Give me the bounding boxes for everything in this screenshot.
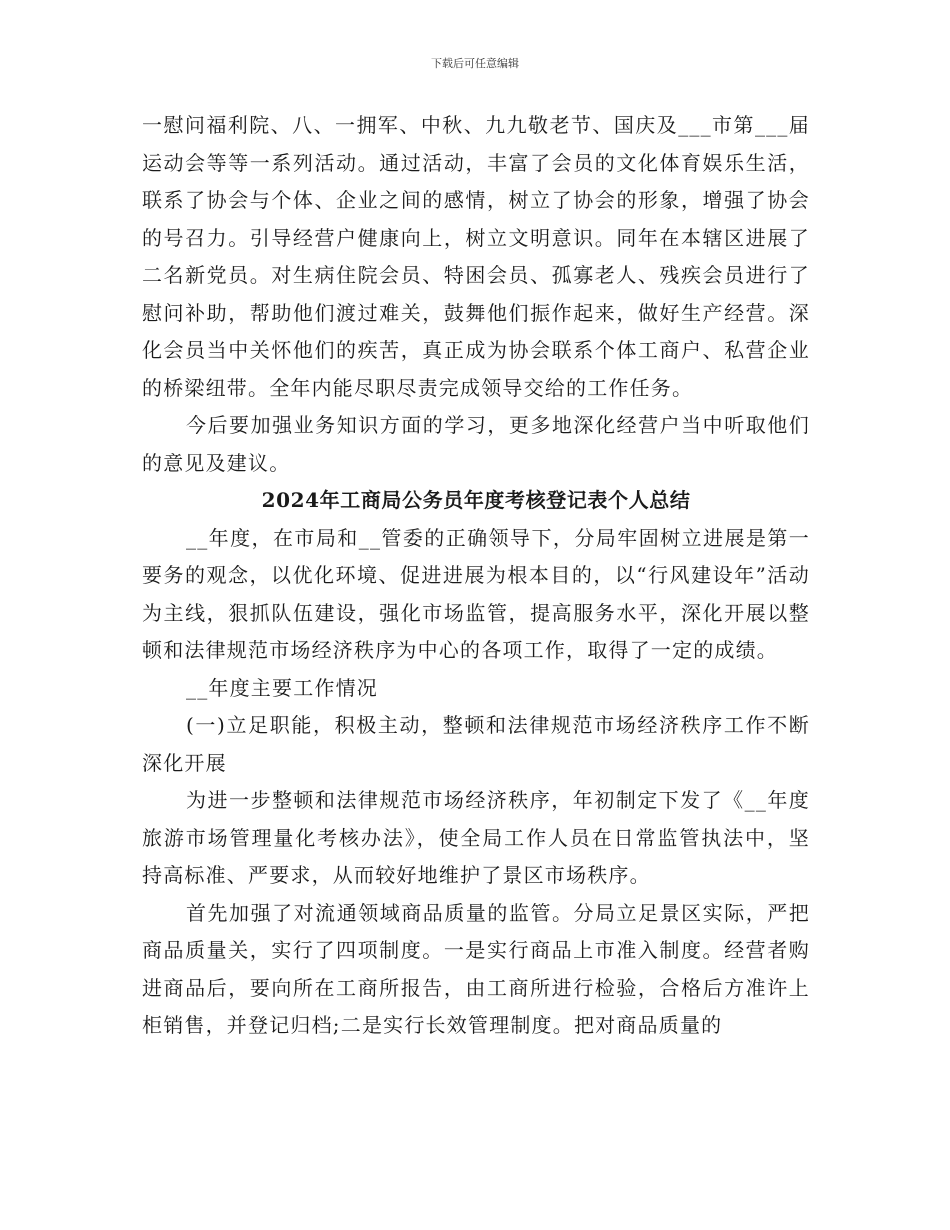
page-header: 下载后可任意编辑 <box>431 57 519 70</box>
paragraph-activities: 一慰问福利院、八、一拥军、中秋、九九敬老节、国庆及___市第___届运动会等等一系列活动。通过活动，丰富了会员的文化体育娱乐生活，联系了协会与个体、企业之间的感情，树立了协会的形象，增强了协会的号召力。引导经营户健康向上，树立文明意识。同年在本辖区进展了二名新党员。对生病住院会员、特困会员、孤寡老人、残疾会员进行了慰问补助，帮助他们渡过难关，鼓舞他们振作起来，做好生产经营。深化会员当中关怀他们的疾苦，真正成为协会联系个体工商户、私营企业的桥梁纽带。全年内能尽职尽责完成领导交给的工作任务。 <box>142 113 810 400</box>
document-body <box>142 107 810 1045</box>
subheading-item-one: (一)立足职能，积极主动，整顿和法律规范市场经济秩序工作不断深化开展 <box>142 713 810 775</box>
paragraph-future-plan: 今后要加强业务知识方面的学习，更多地深化经营户当中听取他们的意见及建议。 <box>142 413 810 475</box>
paragraph-quality-supervision: 首先加强了对流通领域商品质量的监管。分局立足景区实际，严把商品质量关，实行了四项制度。一是实行商品上市准入制度。经营者购进商品后，要向所在工商所报告，由工商所进行检验，合格后方准许上柜销售，并登记归档;二是实行长效管理制度。把对商品质量的 <box>142 900 810 1037</box>
paragraph-annual-summary: __年度，在市局和__管委的正确领导下，分局牢固树立进展是第一要务的观念，以优化环境、促进进展为根本目的，以“行风建设年”活动为主线，狠抓队伍建设，强化市场监管，提高服务水平，深化开展以整顿和法律规范市场经济秩序为中心的各项工作，取得了一定的成绩。 <box>142 525 810 662</box>
paragraph-market-order: 为进一步整顿和法律规范市场经济秩序，年初制定下发了《__年度旅游市场管理量化考核办法》，使全局工作人员在日常监管执法中，坚持高标准、严要求，从而较好地维护了景区市场秩序。 <box>142 788 810 887</box>
subheading-main-work: __年度主要工作情况 <box>186 675 378 700</box>
section-title: 2024年工商局公务员年度考核登记表个人总结 <box>261 488 691 512</box>
